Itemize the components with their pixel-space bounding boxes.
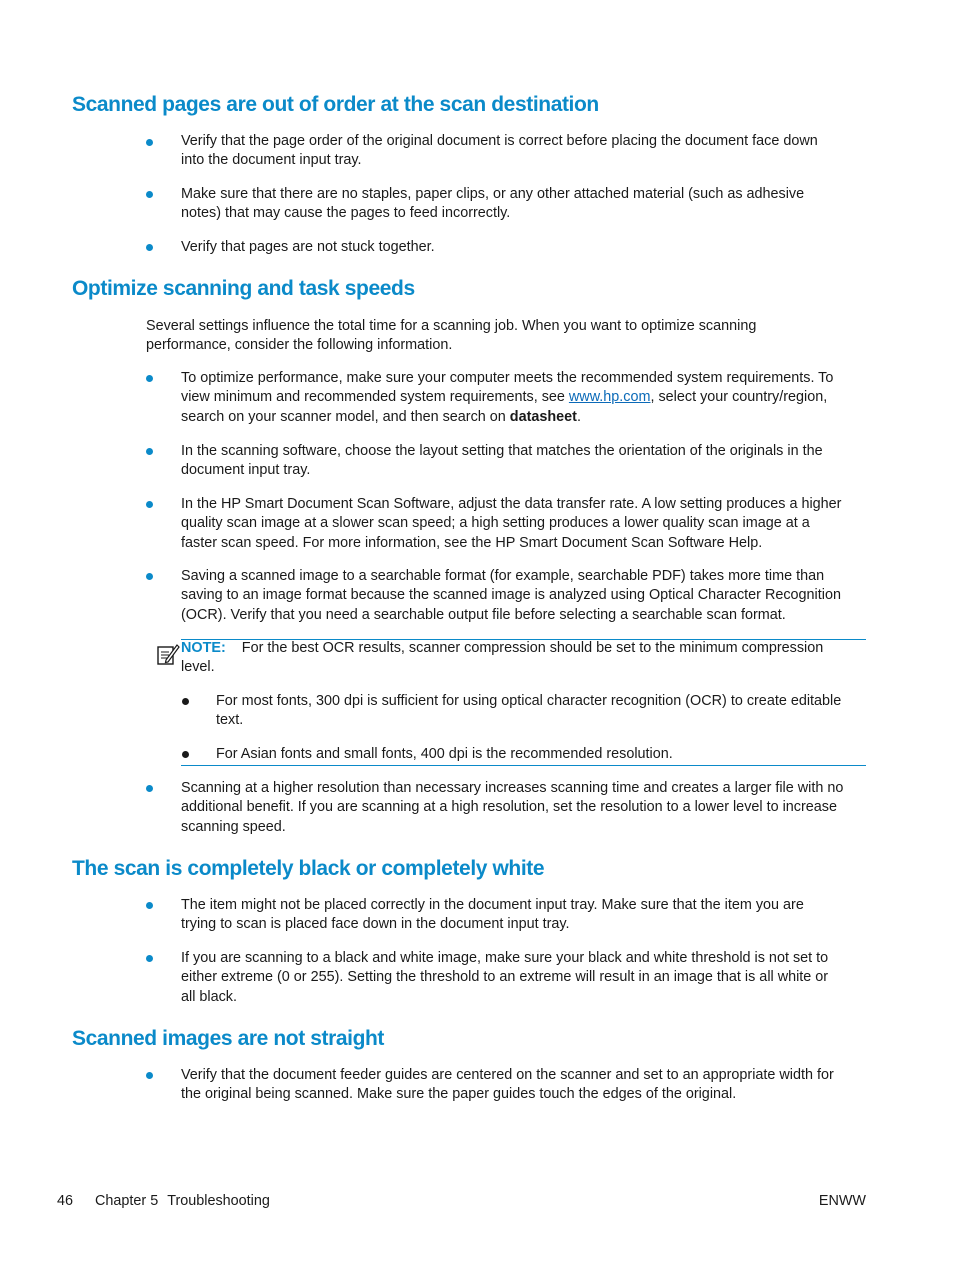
footer-chapter: Chapter 5 Troubleshooting: [95, 1193, 270, 1209]
list-item: Saving a scanned image to a searchable format (for example, searchable PDF) takes more time than saving to an image format because the scanned image is analyzed using Optical Character Recognition (OCR). Verify that you need a searchable output file before selecting a searchable scan format.: [181, 568, 841, 623]
bullet-dot: [146, 139, 153, 146]
note-list-item: For Asian fonts and small fonts, 400 dpi is the recommended resolution.: [216, 746, 673, 762]
bullet-dot: [146, 448, 153, 455]
bullet-dot: [146, 501, 153, 508]
footer-right: ENWW: [818, 1193, 866, 1209]
list-item: Scanning at a higher resolution than necessary increases scanning time and creates a larger file with no additional benefit. If you are scanning at a high resolution, set the resolution to a lower level to increase scanning speed.: [181, 780, 844, 835]
bullet-dot: [146, 244, 153, 251]
list-item: Make sure that there are no staples, paper clips, or any other attached material (such as adhesive notes) that may cause the pages to feed incorrectly.: [181, 186, 805, 222]
sub-bullet-dot: [182, 698, 189, 705]
note-bottom-rule: [181, 765, 866, 766]
bullet-dot: [146, 191, 153, 198]
bullet-dot: [146, 1072, 153, 1079]
note-label: NOTE:: [181, 640, 226, 656]
section-heading: Optimize scanning and task speeds: [72, 277, 415, 300]
note-icon: [156, 642, 180, 666]
hp-website-link[interactable]: www.hp.com: [568, 389, 651, 406]
bold-term: datasheet: [509, 408, 577, 425]
list-item: To optimize performance, make sure your computer meets the recommended system requirements. To view minimum and recommended system requirements, see www.hp.com, select your country/region, search on your scanner model, and then search on datasheet.: [181, 370, 834, 425]
page-number: 46: [57, 1193, 74, 1209]
section-heading: The scan is completely black or completely white: [72, 857, 545, 880]
bullet-dot: [146, 955, 153, 962]
bullet-dot: [146, 573, 153, 580]
bullet-dot: [146, 785, 153, 792]
sub-bullet-dot: [182, 751, 189, 758]
list-item: The item might not be placed correctly in the document input tray. Make sure that the item you are trying to scan is placed face down in the document input tray.: [181, 897, 804, 933]
list-item: Verify that pages are not stuck together.: [181, 239, 435, 255]
list-item: Verify that the page order of the original document is correct before placing the document face down into the document input tray.: [181, 133, 818, 169]
intro-paragraph: Several settings influence the total time for a scanning job. When you want to optimize scanning performance, consider the following information.: [146, 318, 757, 354]
section-heading: Scanned pages are out of order at the scan destination: [72, 93, 599, 116]
bullet-dot: [146, 375, 153, 382]
list-item: If you are scanning to a black and white image, make sure your black and white threshold is not set to either extreme (0 or 255). Setting the threshold to an extreme will result in an image that is all white or all black.: [181, 950, 829, 1005]
note-list-item: For most fonts, 300 dpi is sufficient for using optical character recognition (OCR) to create editable text.: [216, 693, 842, 729]
bullet-dot: [146, 902, 153, 909]
list-item: In the scanning software, choose the layout setting that matches the orientation of the originals in the document input tray.: [181, 443, 823, 479]
list-item: Verify that the document feeder guides are centered on the scanner and set to an appropriate width for the original being scanned. Make sure the paper guides touch the edges of the original.: [181, 1067, 834, 1103]
note-text: NOTE: For the best OCR results, scanner compression should be set to the minimum compression level.: [181, 640, 824, 676]
section-heading: Scanned images are not straight: [72, 1027, 385, 1050]
list-item: In the HP Smart Document Scan Software, adjust the data transfer rate. A low setting produces a higher quality scan image at a slower scan speed; a high setting produces a lower quality scan image at a faster scan speed. For more information, see the HP Smart Document Scan Software Help.: [181, 496, 842, 551]
